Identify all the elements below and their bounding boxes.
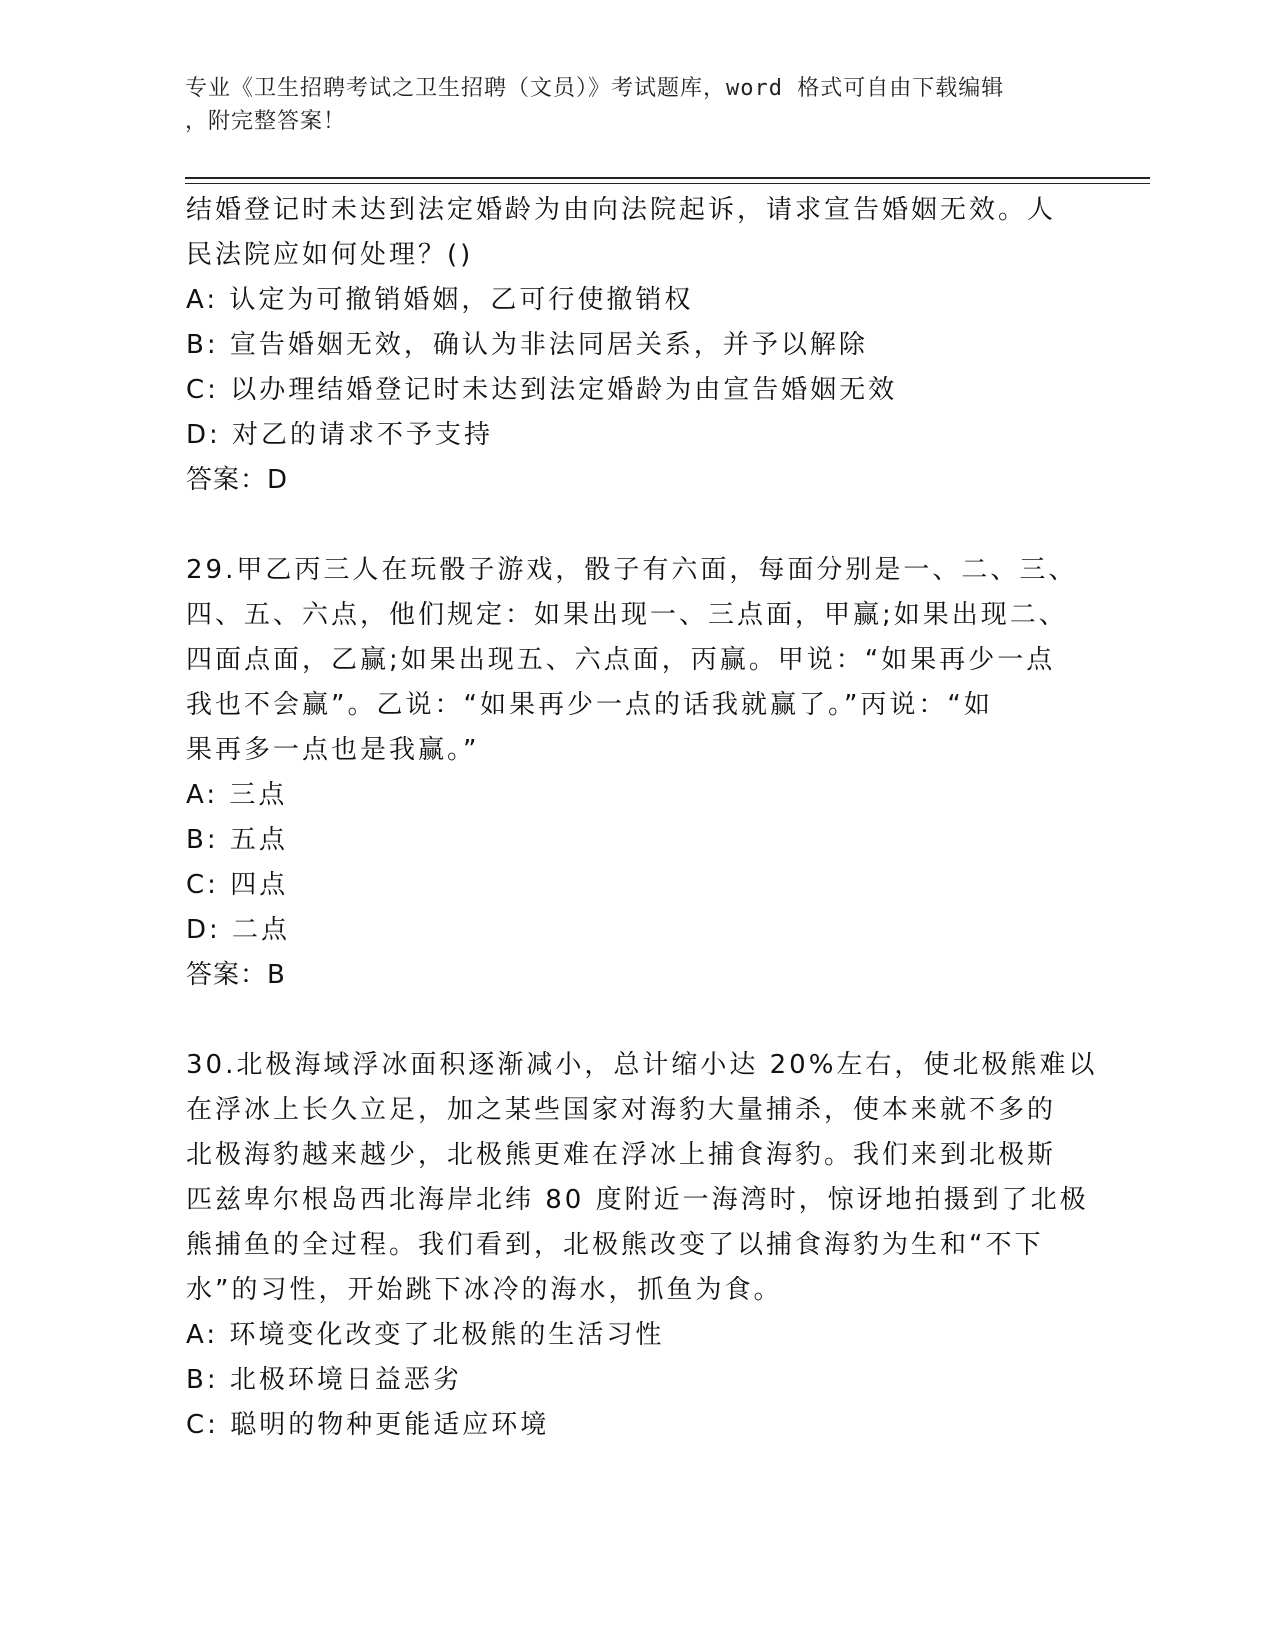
option-c [186, 863, 1086, 908]
header-line-1: 专业《卫生招聘考试之卫生招聘（文员）》考试题库，word 格式可自由下载编辑 [185, 76, 1005, 101]
question-stem-line: 在浮冰上长久立足，加之某些国家对海豹大量捕杀，使本来就不多的 [186, 1095, 1057, 1125]
question-list [186, 188, 1098, 1448]
option-key: C: [186, 870, 219, 900]
header-line-2: ，附完整答案！ [185, 109, 347, 134]
question-stem-line: 匹兹卑尔根岛西北海岸北纬 80 度附近一海湾时，惊讶地拍摄到了北极 [186, 1185, 1089, 1215]
option-a [186, 278, 1086, 323]
option-text: 五点 [229, 825, 288, 855]
option-text: 以办理结婚登记时未达到法定婚龄为由宣告婚姻无效 [230, 375, 898, 405]
option-key: C: [186, 375, 219, 405]
option-b [186, 818, 1086, 863]
header-rule-thick [185, 177, 1150, 179]
question-29 [186, 548, 1086, 998]
option-text: 二点 [232, 915, 291, 945]
option-key: D: [186, 420, 221, 450]
option-key: D: [186, 915, 221, 945]
option-key: B: [186, 330, 219, 360]
option-text: 宣告婚姻无效，确认为非法同居关系，并予以解除 [229, 330, 868, 360]
question-30 [186, 1043, 1098, 1448]
spacer [186, 503, 1086, 548]
question-stem-line: 结婚登记时未达到法定婚龄为由向法院起诉，请求宣告婚姻无效。人 [186, 195, 1057, 225]
question-stem-line: 水”的习性，开始跳下冰冷的海水，抓鱼为食。 [186, 1275, 783, 1305]
question-stem-line: 四面点面，乙赢;如果出现五、六点面，丙赢。甲说：“如果再少一点 [186, 645, 1056, 675]
option-key: A: [186, 1320, 219, 1350]
option-d [186, 413, 1086, 458]
option-text: 认定为可撤销婚姻，乙可行使撤销权 [229, 285, 694, 315]
option-text: 环境变化改变了北极熊的生活习性 [229, 1320, 665, 1350]
option-b [186, 323, 1086, 368]
question-stem-line: 北极海豹越来越少，北极熊更难在浮冰上捕食海豹。我们来到北极斯 [186, 1140, 1057, 1170]
option-key: A: [186, 285, 219, 315]
option-text: 对乙的请求不予支持 [232, 420, 494, 450]
question-stem-line: 29.甲乙丙三人在玩骰子游戏，骰子有六面，每面分别是一、二、三、 [186, 555, 1078, 585]
page-header [185, 72, 1065, 138]
question-28 [186, 188, 1086, 503]
question-stem-line: 民法院应如何处理？() [186, 240, 474, 270]
option-a [186, 773, 1086, 818]
option-key: B: [186, 1365, 219, 1395]
option-text: 三点 [229, 780, 288, 810]
question-stem-line: 30.北极海域浮冰面积逐渐减小，总计缩小达 20%左右，使北极熊难以 [186, 1050, 1098, 1080]
option-text: 聪明的物种更能适应环境 [230, 1410, 550, 1440]
answer-label: 答案：B [186, 960, 286, 990]
option-c [186, 368, 1086, 413]
option-d [186, 908, 1086, 953]
option-text: 北极环境日益恶劣 [229, 1365, 462, 1395]
question-stem-line: 果再多一点也是我赢。” [186, 735, 480, 765]
answer-label: 答案：D [186, 465, 289, 495]
option-a [186, 1313, 1086, 1358]
option-text: 四点 [230, 870, 289, 900]
header-rule-thin [185, 183, 1150, 184]
spacer [186, 998, 1086, 1043]
option-key: B: [186, 825, 219, 855]
option-b [186, 1358, 1086, 1403]
option-c [186, 1403, 1086, 1448]
question-stem-line: 四、五、六点，他们规定：如果出现一、三点面，甲赢;如果出现二、 [186, 600, 1068, 630]
option-key: A: [186, 780, 219, 810]
question-stem-line: 我也不会赢”。乙说：“如果再少一点的话我就赢了。”丙说：“如 [186, 690, 993, 720]
option-key: C: [186, 1410, 219, 1440]
question-stem-line: 熊捕鱼的全过程。我们看到，北极熊改变了以捕食海豹为生和“不下 [186, 1230, 1044, 1260]
